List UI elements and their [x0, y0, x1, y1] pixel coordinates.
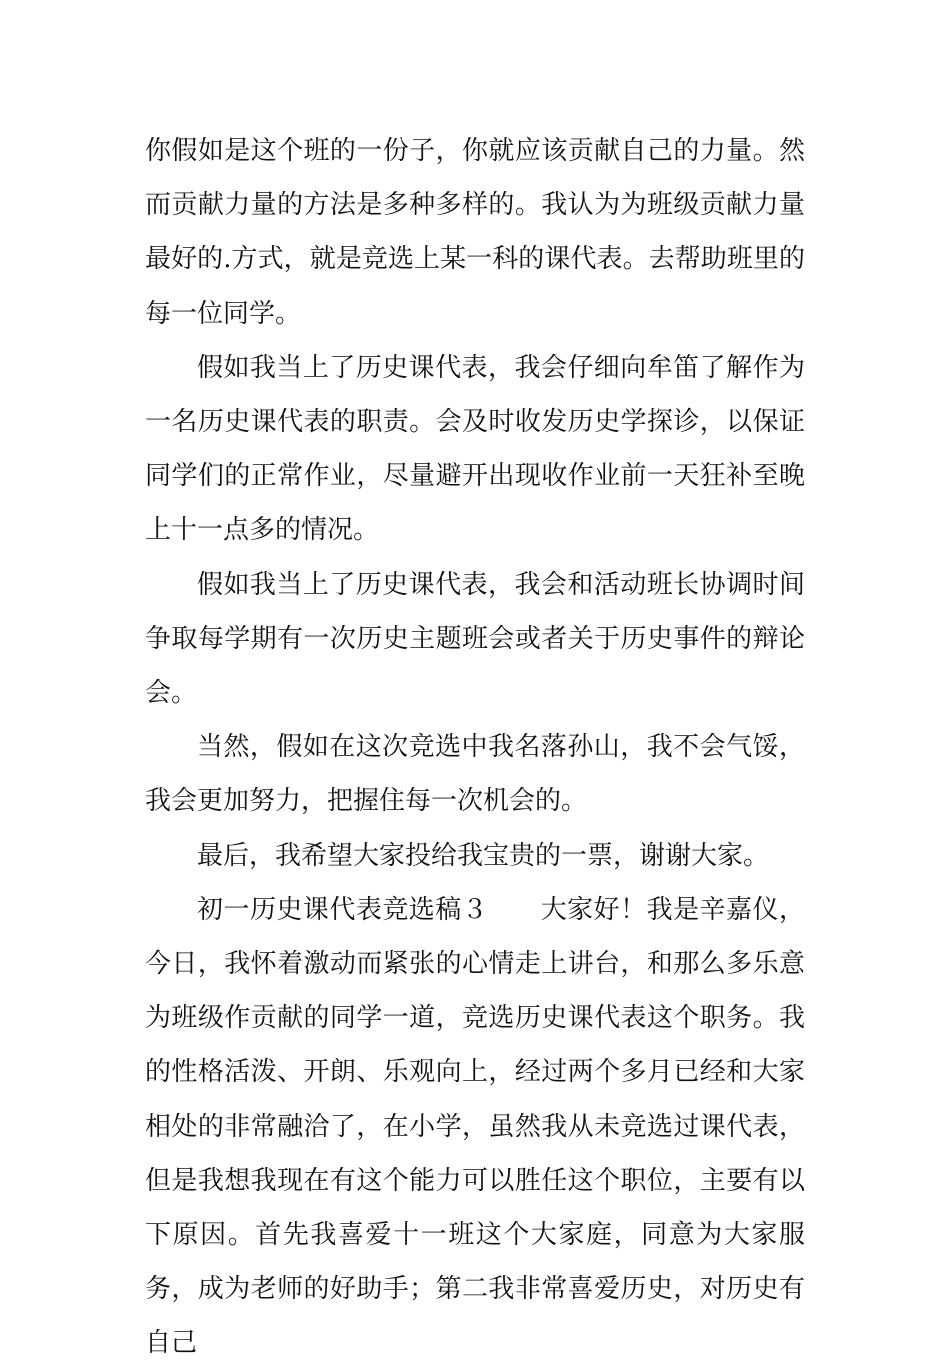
paragraph-4: 当然，假如在这次竞选中我名落孙山，我不会气馁，我会更加努力，把握住每一次机会的。 [145, 732, 805, 817]
paragraph-1: 你假如是这个班的一份子，你就应该贡献自己的力量。然而贡献力量的方法是多种多样的。我认为为班级贡献力量最好的.方式，就是竞选上某一科的课代表。去帮助班里的每一位同学。 [145, 136, 805, 329]
paragraph-2: 假如我当上了历史课代表，我会仔细向牟笛了解作为一名历史课代表的职责。会及时收发历史学探诊，以保证同学们的正常作业，尽量避开出现收作业前一天狂补至晚上十一点多的情况。 [145, 352, 805, 546]
section-paragraph [145, 883, 805, 1371]
section-body: 大家好！我是辛嘉仪，今日，我怀着激动而紧张的心情走上讲台，和那么多乐意为班级作贡献的同学一道，竞选历史课代表这个职务。我的性格活泼、开朗、乐观向上，经过两个多月已经和大家相处的非常融洽了，在小学，虽然我从未竞选过课代表，但是我想我现在有这个能力可以胜任这个职位，主要有以下原因。首先我喜爱十一班这个大家庭，同意为大家服务，成为老师的好助手；第二我非常喜爱历史，对历史有自己 [145, 894, 805, 1359]
paragraph-5: 最后，我希望大家投给我宝贵的一票，谢谢大家。 [197, 840, 770, 871]
paragraph-3: 假如我当上了历史课代表，我会和活动班长协调时间争取每学期有一次历史主题班会或者关于历史事件的辩论会。 [145, 569, 805, 709]
section-heading: 初一历史课代表竞选稿３ [197, 894, 489, 925]
document-body [145, 124, 805, 1371]
